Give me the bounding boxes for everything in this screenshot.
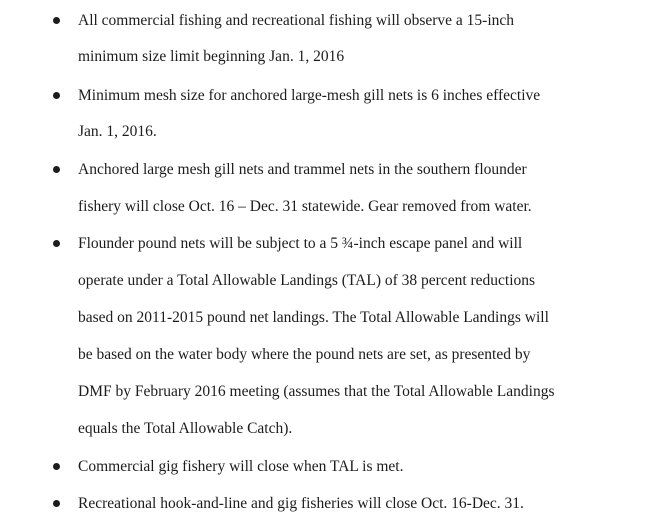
bullet-text-line: Commercial gig fishery will close when TAL is met. — [78, 458, 404, 475]
bullet-text-line: minimum size limit beginning Jan. 1, 2016 — [78, 48, 345, 65]
bullet-text-line: operate under a Total Allowable Landings (TAL) of 38 percent reductions — [78, 272, 536, 289]
bullet-text-line: DMF by February 2016 meeting (assumes that the Total Allowable Landings — [78, 383, 555, 400]
bullet-dot-icon — [53, 240, 60, 247]
bullet-dot-icon — [53, 166, 60, 173]
bullet-text-line: based on 2011-2015 pound net landings. The Total Allowable Landings will — [78, 309, 549, 326]
bullet-text-line: fishery will close Oct. 16 – Dec. 31 statewide. Gear removed from water. — [78, 198, 532, 215]
bullet-text-line: be based on the water body where the pound nets are set, as presented by — [78, 346, 531, 363]
bullet-text-line: Anchored large mesh gill nets and trammel nets in the southern flounder — [78, 161, 527, 178]
bullet-text-line: Flounder pound nets will be subject to a 5 ¾-inch escape panel and will — [78, 235, 523, 252]
bullet-dot-icon — [53, 500, 60, 507]
bullet-dot-icon — [53, 463, 60, 470]
bullet-text-line: Recreational hook-and-line and gig fisheries will close Oct. 16-Dec. 31. — [78, 495, 524, 512]
bullet-text-line: Minimum mesh size for anchored large-mesh gill nets is 6 inches effective — [78, 87, 541, 104]
bullet-dot-icon — [53, 17, 60, 24]
bullet-text-line: All commercial fishing and recreational fishing will observe a 15-inch — [78, 12, 515, 29]
bullet-dot-icon — [53, 92, 60, 99]
bullet-text-line: Jan. 1, 2016. — [78, 123, 157, 140]
bullet-text-line: equals the Total Allowable Catch). — [78, 420, 293, 437]
